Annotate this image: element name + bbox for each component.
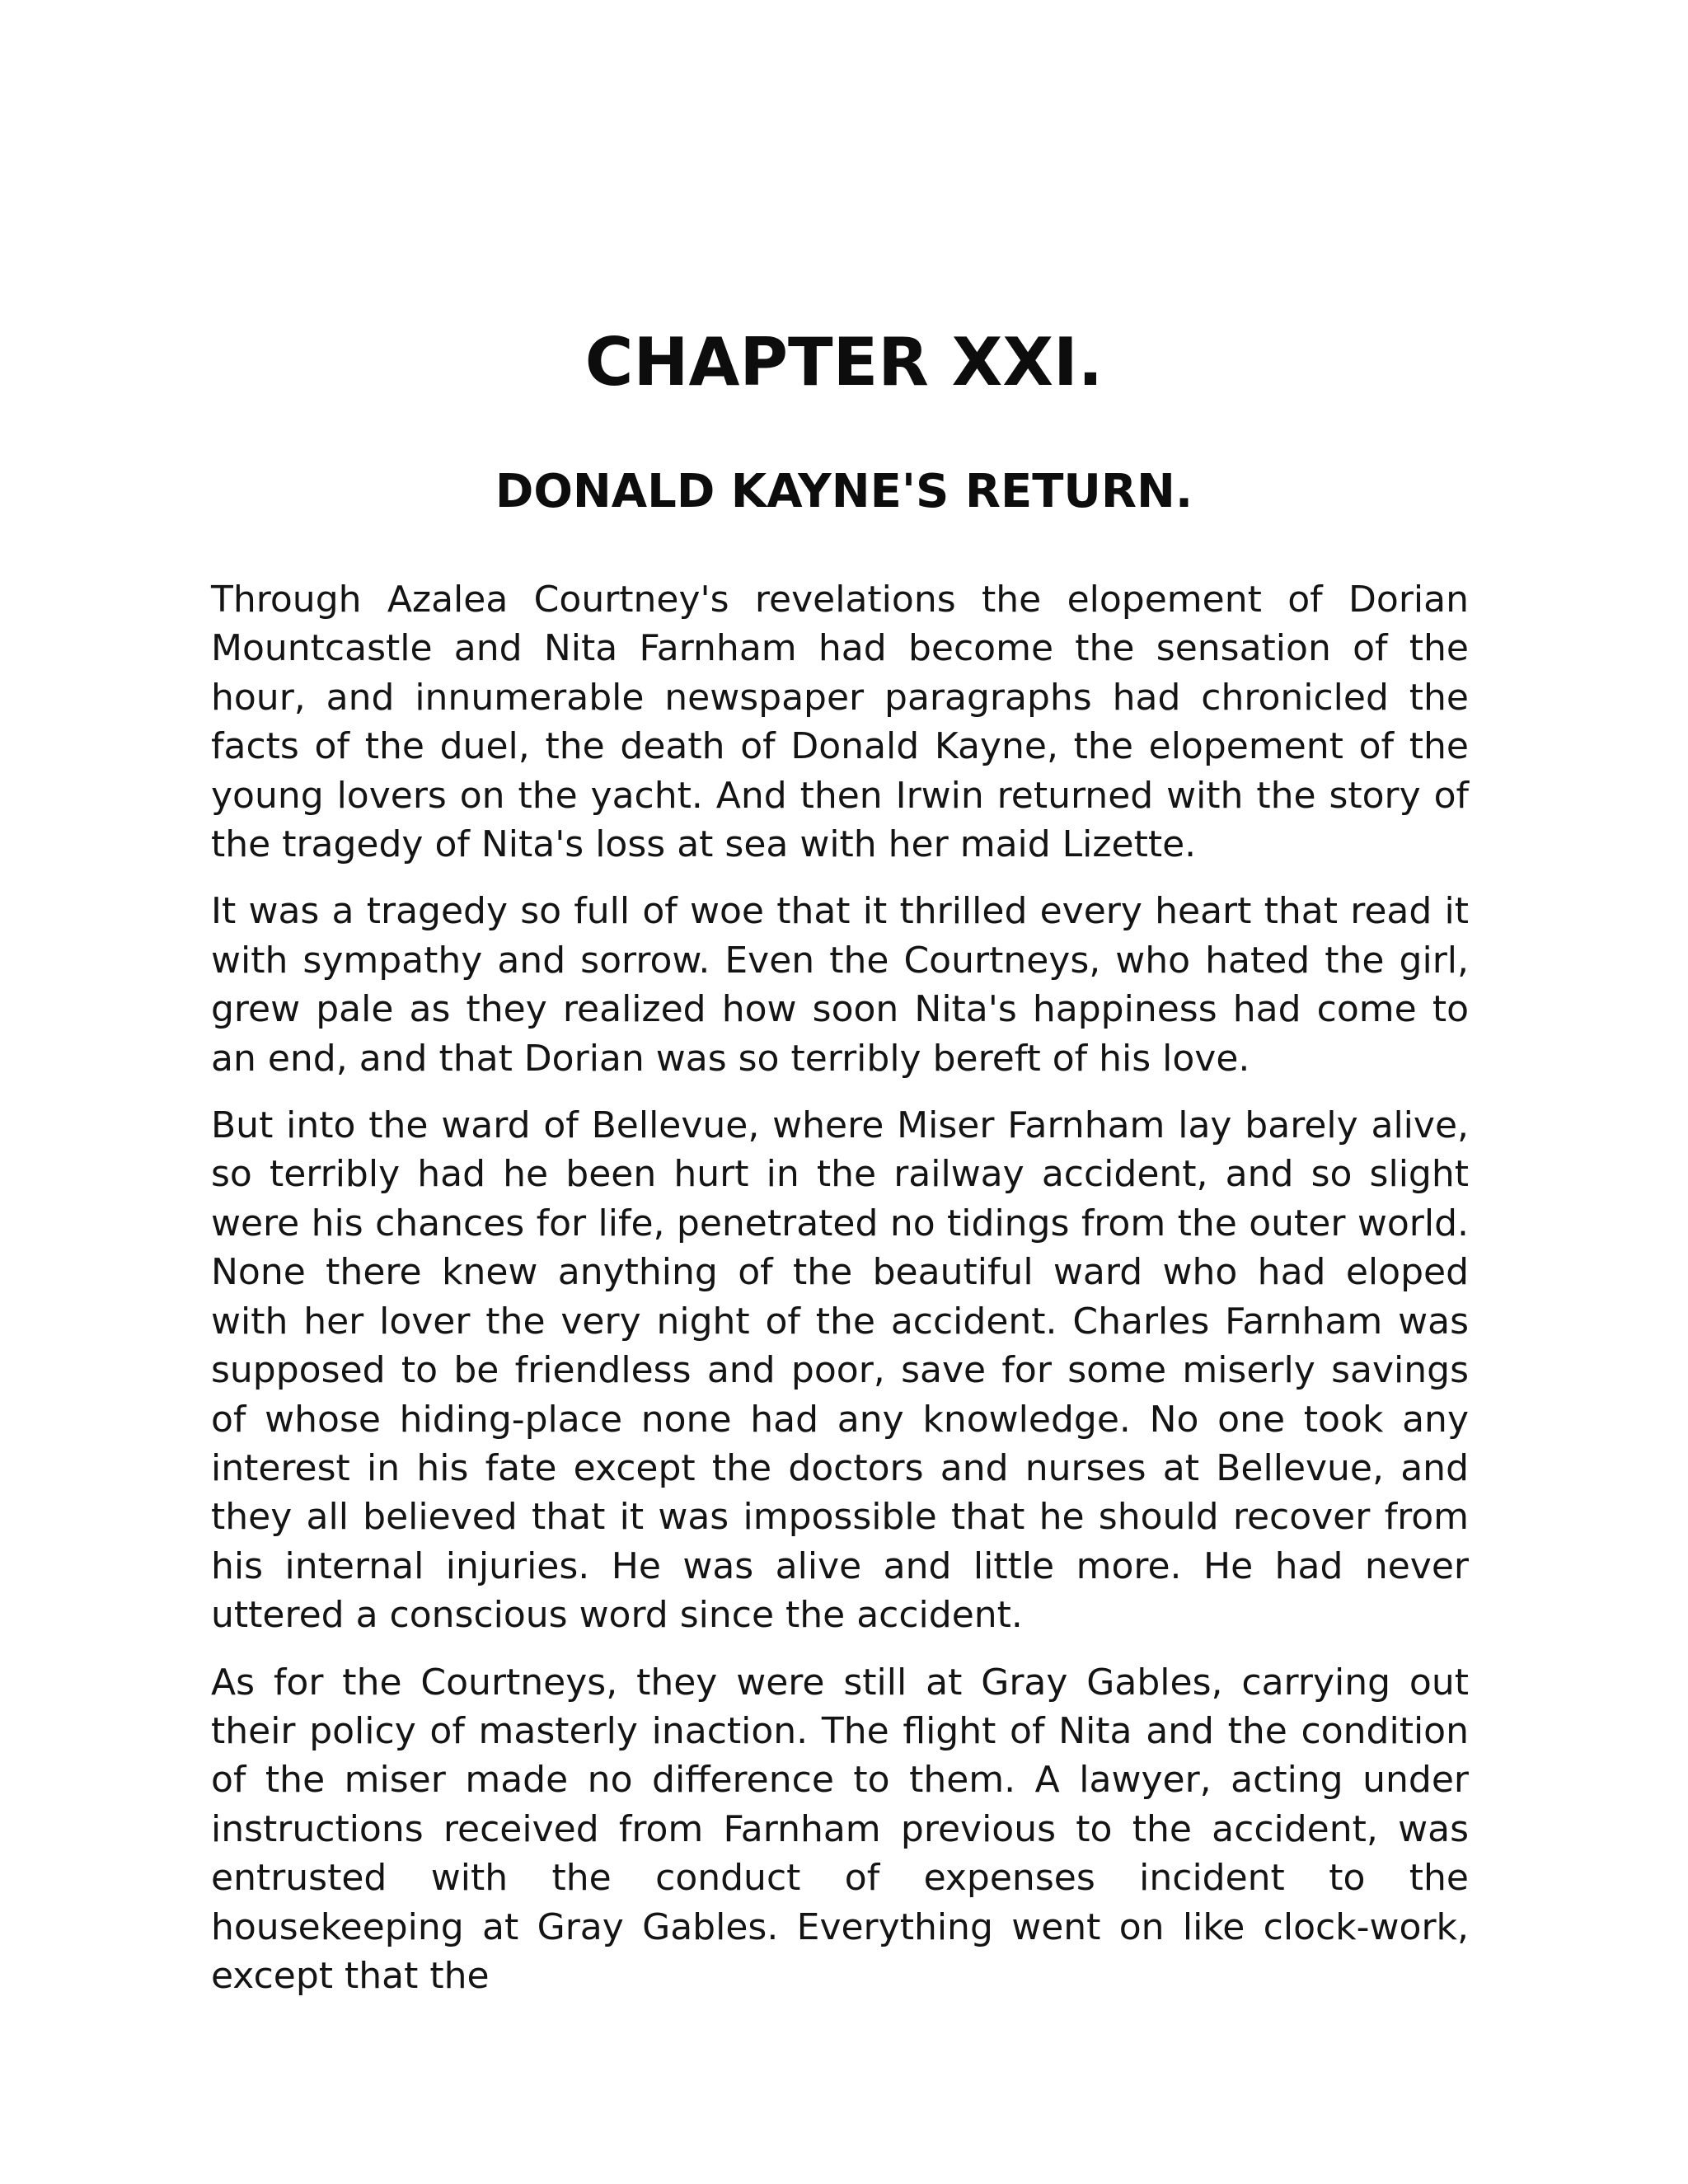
body-text — [211, 575, 1469, 2018]
paragraph-4: As for the Courtneys, they were still at Gray Gables, carrying out their policy of masterly inaction. The flight of Nita and the condition of the miser made no difference to them. A lawyer, acting under instructions received from Farnham previous to the accident, was entrusted with the conduct of expenses incident to the housekeeping at Gray Gables. Everything went on like clock-work, except that the — [211, 1661, 1469, 1997]
chapter-title: CHAPTER XXI. — [584, 324, 1104, 401]
paragraph-3: But into the ward of Bellevue, where Miser Farnham lay barely alive, so terribly had he been hurt in the railway accident, and so slight were his chances for life, penetrated no tidings from the outer world. None there knew anything of the beautiful ward who had eloped with her lover the very night of the accident. Charles Farnham was supposed to be friendless and poor, save for some miserly savings of whose hiding-place none had any knowledge. No one took any interest in his fate except the doctors and nurses at Bellevue, and they all believed that it was impossible that he should recover from his internal injuries. He was alive and little more. He had never uttered a conscious word since the accident. — [211, 1104, 1469, 1637]
paragraph-1: Through Azalea Courtney's revelations the elopement of Dorian Mountcastle and Nita Farnham had become the sensation of the hour, and innumerable newspaper paragraphs had chronicled the facts of the duel, the death of Donald Kayne, the elopement of the young lovers on the yacht. And then Irwin returned with the story of the tragedy of Nita's loss at sea with her maid Lizette. — [211, 579, 1469, 866]
paragraph-2: It was a tragedy so full of woe that it thrilled every heart that read it with sympathy and sorrow. Even the Courtneys, who hated the girl, grew pale as they realized how soon Nita's happiness had come to an end, and that Dorian was so terribly bereft of his love. — [211, 890, 1469, 1080]
chapter-subtitle: DONALD KAYNE'S RETURN. — [495, 465, 1193, 518]
